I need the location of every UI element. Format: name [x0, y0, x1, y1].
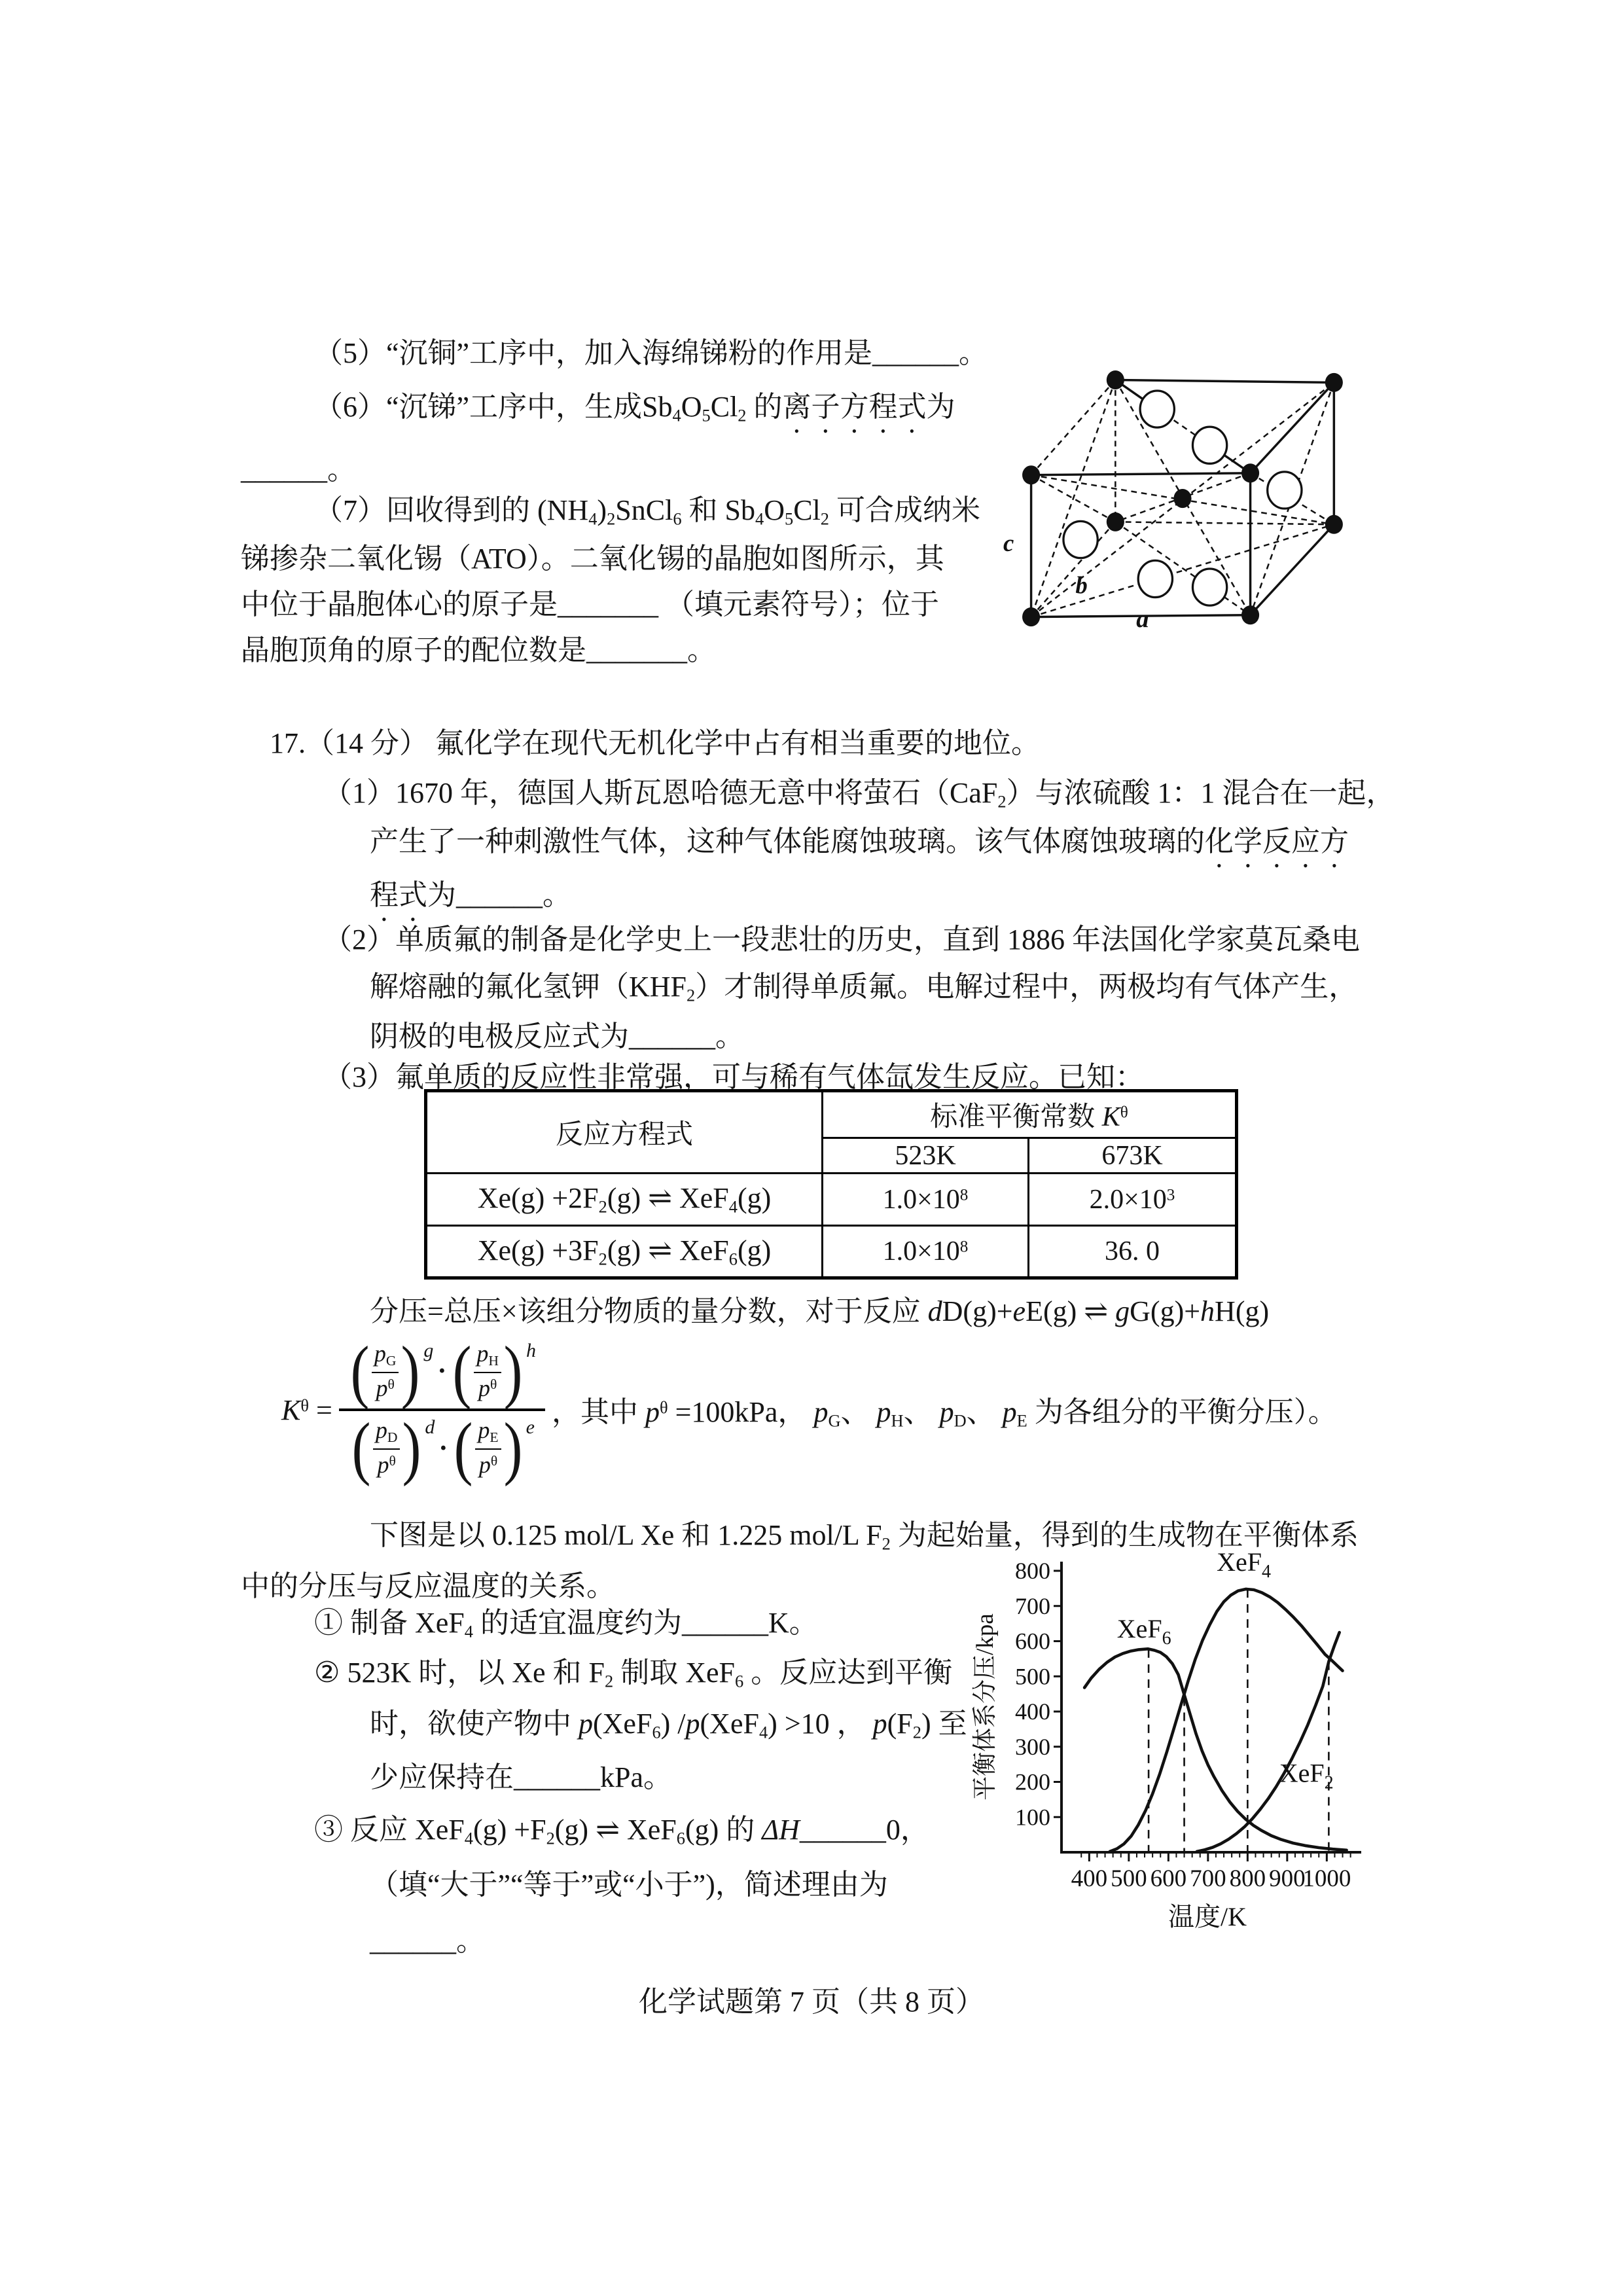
y-tick-label: 800 [1015, 1558, 1050, 1584]
q17-sub3-line2: （填“大于”“等于”或“小于”)，简述理由为 [370, 1869, 888, 1901]
q17-part2-line1: （2）单质氟的制备是化学史上一段悲壮的历史，直到 1886 年法国化学家莫瓦桑电 [323, 924, 1360, 956]
q17-sub2-line2: 时，欲使产物中 p(XeF$_6$) /p(XeF$_4$) >10 ， $p(F_2)$ 至 [370, 1708, 967, 1742]
x-tick-label: 700 [1190, 1865, 1226, 1892]
curve-XeF6 [1084, 1649, 1347, 1850]
x-tick-label: 1000 [1302, 1865, 1351, 1892]
y-tick-label: 400 [1015, 1698, 1050, 1725]
x-axis-title: 温度/K [1168, 1902, 1247, 1931]
equilibrium-constant-table [424, 1089, 1238, 1280]
curve-label-XeF2: XeF$_2$ [1279, 1758, 1334, 1793]
q17-sub3-line3: ______。 [370, 1925, 485, 1957]
table-row1-equation: $Xe(g) +2F_2(g)$ ⇌ XeF$_4$(g) [426, 1174, 823, 1226]
q16-item7-line4: 晶胞顶角的原子的配位数是_______。 [241, 634, 716, 666]
q16-item6-blank: ______。 [241, 454, 356, 486]
y-tick-label: 300 [1015, 1733, 1050, 1760]
table-header-equation: 反应方程式 [426, 1091, 823, 1174]
axis-label-a: a [1136, 605, 1149, 628]
q17-part2-line3: 阴极的电极反应式为______。 [370, 1020, 744, 1052]
q17-part1-line2: 产生了一种刺激性气体，这种气体能腐蚀玻璃。该气体腐蚀玻璃的化学反应方 [370, 825, 1349, 857]
x-tick-label: 600 [1150, 1865, 1187, 1892]
chart-intro-line1: 下图是以 0.125 mol/L Xe 和 1.225 mol/L $F_2$ 为起始量，得到的生成物在平衡体系 [370, 1519, 1359, 1554]
q16-item5: （5）“沉铜”工序中，加入海绵锑粉的作用是______。 [314, 337, 988, 369]
curve-label-XeF6: XeF$_6$ [1116, 1614, 1171, 1649]
q17-heading: 17.（14 分） 氟化学在现代无机化学中占有相当重要的地位。 [270, 727, 1040, 759]
axis-label-b: b [1075, 571, 1088, 599]
k-lhs: $K^\theta$ = [281, 1393, 332, 1426]
table-row1-k673: $2.0\times 10^3$ [1029, 1174, 1237, 1226]
k-fraction: ( $p_G$ $p^\theta$ ) g · ( $p_H$ $p^\theta$ ) h ( $p_D$ $p^\theta$ ) d · ( $p_E$ $p^\theta$ ) e [339, 1340, 545, 1480]
y-tick-label: 600 [1015, 1628, 1050, 1655]
q17-part1-line1: （1）1670 年，德国人斯瓦恩哈德无意中将萤石（CaF$_2$）与浓硫酸 1：1 混合在一起， [323, 777, 1395, 812]
q17-sub2-line3: 少应保持在______kPa。 [370, 1761, 672, 1793]
page-footer: 化学试题第 7 页（共 8 页） [639, 1986, 984, 2018]
x-tick-label: 400 [1071, 1865, 1108, 1892]
table-row2-k523: $1.0\times 10^8$ [823, 1226, 1029, 1278]
table-temp-523: 523K [823, 1138, 1029, 1174]
y-tick-label: 500 [1015, 1663, 1050, 1690]
q17-part2-line2: 解熔融的氟化氢钾$(KHF_2)$才制得单质氟。电解过程中，两极均有气体产生， [370, 971, 1358, 1005]
y-axis-title: 平衡体系分压/kpa [972, 1613, 999, 1801]
unit-cell-figure [982, 331, 1382, 628]
q16-item7-line2: 锑掺杂二氧化锡（ATO）。二氧化锡的晶胞如图所示，其 [241, 543, 944, 575]
q17-part1-line3: 程式为______。 [370, 879, 571, 911]
table-row1-k523: $1.0\times 10^8$ [823, 1174, 1029, 1226]
q17-part3-intro: （3）氟单质的反应性非常强，可与稀有气体氙发生反应。已知： [323, 1061, 1144, 1093]
q16-item7-line3: 中位于晶胞体心的原子是_______ （填元素符号）；位于 [241, 588, 939, 620]
k-rhs: ，其中 $p^\theta =100kPa$， $p_G$、 $p_H$、 $p_D$、 $p_E$ 为各组分的平衡分压）。 [551, 1396, 1337, 1431]
table-row2-k673: 36. 0 [1029, 1226, 1237, 1278]
q17-sub2-line1: ② 523K 时，以 Xe 和 $F_2$ 制取 XeF$_6$ 。反应达到平衡 [314, 1657, 953, 1691]
table-temp-673: 673K [1029, 1138, 1237, 1174]
q16-item7-line1: （7）回收得到的 $(NH_4)_2SnCl_6$ 和 $Sb_4O_5Cl_2$ 可合成纳米 [314, 494, 980, 529]
y-tick-label: 700 [1015, 1592, 1050, 1619]
x-tick-label: 900 [1269, 1865, 1306, 1892]
equilibrium-chart [952, 1538, 1397, 1950]
q17-sub1: ① 制备 XeF$_4$ 的适宜温度约为______K。 [314, 1607, 818, 1641]
table-header-k: 标准平衡常数 $K^\theta$ [823, 1091, 1237, 1138]
q16-item6: （6）“沉锑”工序中，生成$Sb_4O_5Cl_2$ 的离子方程式为 [314, 391, 955, 425]
partial-pressure-note: 分压=总压×该组分物质的量分数，对于反应 dD(g)+eE(g) ⇌ gG(g)+hH(g) [370, 1295, 1270, 1327]
axis-label-c: c [1003, 529, 1014, 556]
chart-intro-line2: 中的分压与反应温度的关系。 [241, 1570, 615, 1602]
y-tick-label: 200 [1015, 1768, 1050, 1795]
table-row2-equation: $Xe(g) +3F_2(g)$ ⇌ XeF$_6$(g) [426, 1226, 823, 1278]
y-tick-label: 100 [1015, 1804, 1050, 1831]
x-tick-label: 800 [1229, 1865, 1266, 1892]
x-tick-label: 500 [1111, 1865, 1147, 1892]
q17-sub3-line1: ③ 反应 $XeF_4(g) +F_2(g)$ ⇌ XeF$_6$(g) 的 ΔH______0， [314, 1814, 929, 1848]
curve-XeF2 [1197, 1632, 1340, 1852]
curve-label-XeF4: XeF$_4$ [1217, 1547, 1272, 1582]
k-expression [281, 1327, 1337, 1492]
